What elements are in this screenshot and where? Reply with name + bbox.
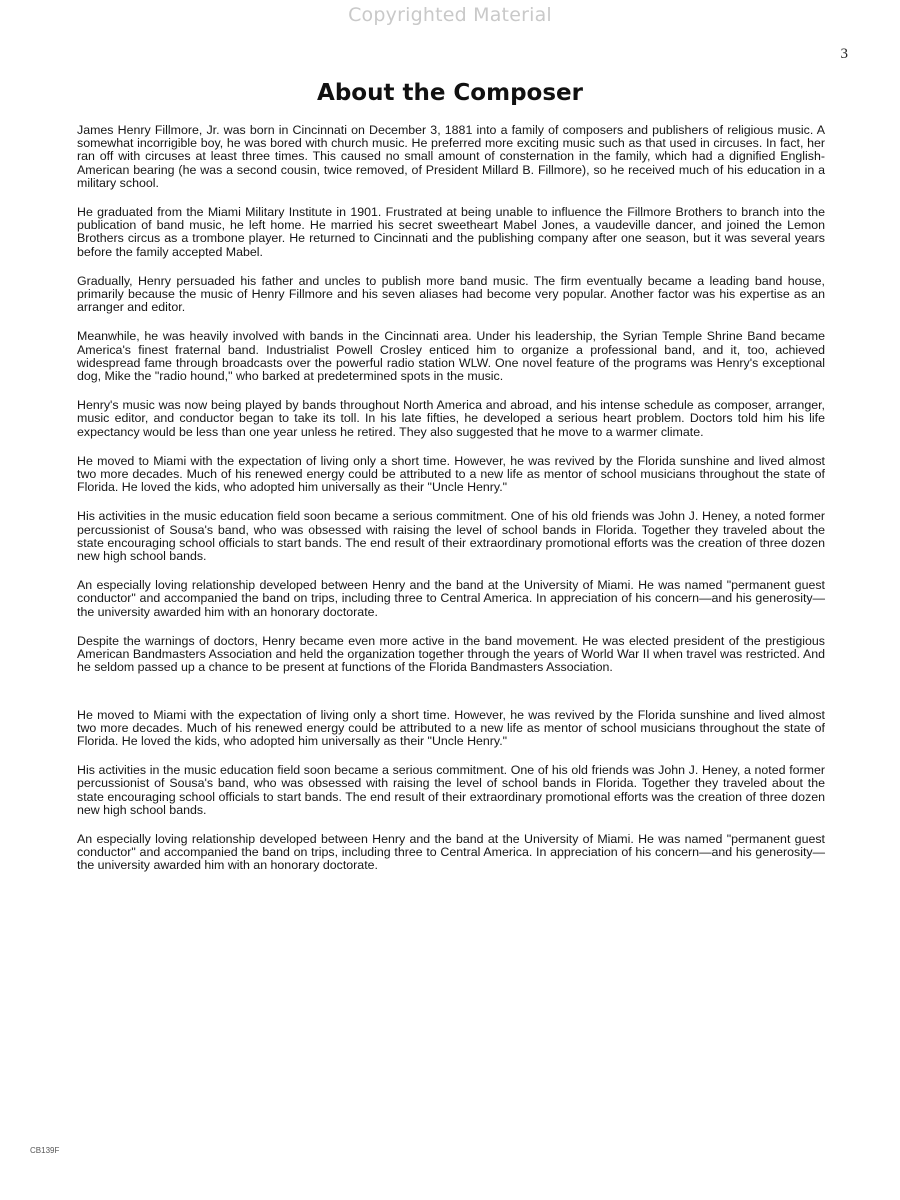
paragraph-miami: He moved to Miami with the expectation of living only a short time. However, he was revived by the Florida sunshine and lived almost two more decades. Much of his renewed energy could be attributed to a new life as mentor of school musicians throughout the state of Florida. He loved the kids, who adopted him universally as their "Uncle Henry." [77, 453, 825, 495]
paragraph-cincinnati-bands: Meanwhile, he was heavily involved with bands in the Cincinnati area. Under his leadership, the Syrian Temple Shrine Band became America's finest fraternal band. Industrialist Powell Crosley enticed him to organize a professional band, and it, too, achieved widespread fame through broadcasts over the powerful radio station WLW. One novel feature of the programs was Henry's exceptional dog, Mike the "radio hound," who barked at predetermined spots in the music. [77, 329, 825, 384]
paragraph-university-repeat: An especially loving relationship developed between Henry and the band at the University of Miami. He was named "permanent guest conductor" and accompanied the band on trips, including three to Central America. In appreciation of his concern—and his generosity—the university awarded him with an honorary doctorate. [77, 831, 825, 873]
page-number: 3 [840, 46, 848, 62]
paragraph-music-education: His activities in the music education field soon became a serious commitment. One of his old friends was John J. Heney, a noted former percussionist of Sousa's band, who was obsessed with raising the level of school bands in Florida. Together they traveled about the state encouraging school officials to start bands. The end result of their extraordinary promotional efforts was the creation of three dozen new high school bands. [77, 509, 825, 564]
catalog-code: CB139F [30, 1146, 60, 1155]
paragraph-health: Henry's music was now being played by bands throughout North America and abroad, and his intense schedule as composer, arranger, music editor, and conductor began to take its toll. In his late fifties, he developed a serious heart problem. Doctors told him his life expectancy would be less than one year unless he retired. They also suggested that he move to a warmer climate. [77, 398, 825, 439]
paragraph-graduation: He graduated from the Miami Military Institute in 1901. Frustrated at being unable to influence the Fillmore Brothers to branch into the publication of band music, he left home. He married his secret sweetheart Mabel Jones, a vaudeville dancer, and joined the Lemon Brothers circus as a trombone player. He returned to Cincinnati and the publishing company after one season, but it was several years before the family accepted Mabel. [77, 205, 825, 259]
paragraph-miami-repeat: He moved to Miami with the expectation of living only a short time. However, he was revived by the Florida sunshine and lived almost two more decades. Much of his renewed energy could be attributed to a new life as mentor of school musicians throughout the state of Florida. He loved the kids, who adopted him universally as their "Uncle Henry." [77, 707, 825, 748]
paragraph-university: An especially loving relationship developed between Henry and the band at the University of Miami. He was named "permanent guest conductor" and accompanied the band on trips, including three to Central America. In appreciation of his concern—and his generosity—the university awarded him with an honorary doctorate. [77, 578, 825, 619]
page-title: About the Composer [317, 80, 583, 106]
paragraph-music-education-repeat: His activities in the music education field soon became a serious commitment. One of his old friends was John J. Heney, a noted former percussionist of Sousa's band, who was obsessed with raising the level of school bands in Florida. Together they traveled about the state encouraging school officials to start bands. The end result of their extraordinary promotional efforts was the creation of three dozen new high school bands. [77, 763, 825, 817]
paragraph-bandmasters: Despite the warnings of doctors, Henry became even more active in the band movement. He was elected president of the prestigious American Bandmasters Association and held the organization together through the years of World War II when travel was restricted. And he seldom passed up a chance to be present at functions of the Florida Bandmasters Association. [77, 633, 825, 675]
article-body [77, 124, 825, 889]
paragraph-early-life: James Henry Fillmore, Jr. was born in Cincinnati on December 3, 1881 into a family of composers and publishers of religious music. A somewhat incorrigible boy, he was bored with church music. He preferred more exciting music such as that used in circuses. In fact, her ran off with circuses at least three times. This caused no small amount of consternation in the family, which had a dignified English-American bearing (he was a second cousin, twice removed, of President Millard B. Fillmore), so he received much of his education in a military school. [77, 123, 825, 190]
paragraph-band-music: Gradually, Henry persuaded his father and uncles to publish more band music. The firm eventually became a leading band house, primarily because the music of Henry Fillmore and his seven aliases had become very popular. Another factor was his expertise as an arranger and editor. [77, 273, 825, 315]
copyright-watermark: Copyrighted Material [348, 4, 552, 26]
